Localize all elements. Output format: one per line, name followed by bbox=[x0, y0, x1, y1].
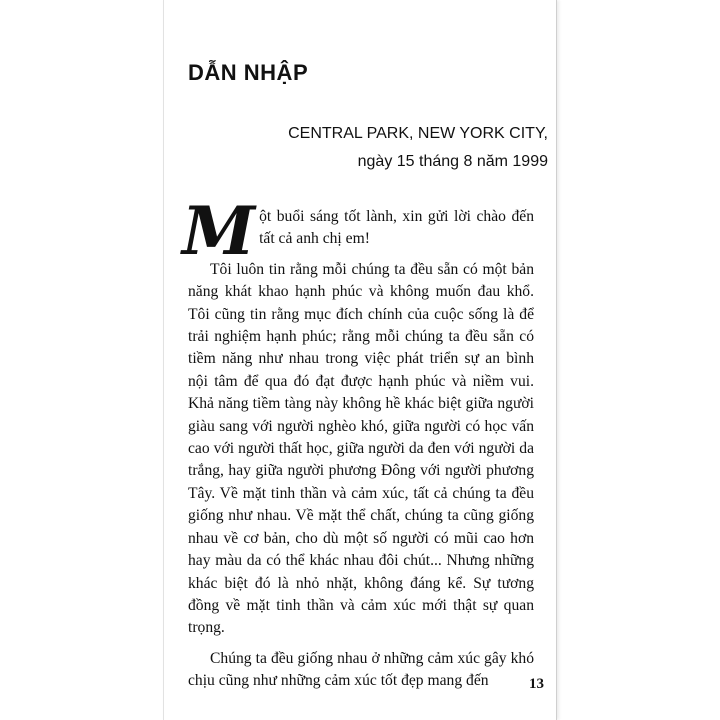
dateline-place: CENTRAL PARK, NEW YORK CITY, bbox=[288, 125, 548, 142]
book-page bbox=[163, 0, 557, 720]
opening-paragraph bbox=[182, 192, 534, 270]
body-text bbox=[182, 192, 534, 701]
paragraph: Tôi luôn tin rằng mỗi chúng ta đều sẵn có một bản năng khát khao hạnh phúc và không muốn đau khổ. Tôi cũng tin rằng mục đích chính của cuộc sống là để trải nghiệm hạnh phúc; rằng mỗi chúng ta đều sẵn có tiềm năng như nhau trong việc phát triển sự an bình nội tâm để qua đó đạt được hạnh phúc và niềm vui. Khả năng tiềm tàng này không hề khác biệt giữa người giàu sang với người nghèo khó, giữa người có học vấn cao với người thất học, giữa người da đen với người da trắng, hay giữa người phương Đông với người phương Tây. Về mặt tinh thần và cảm xúc, tất cả chúng ta đều giống như nhau. Về mặt thể chất, chúng ta cũng giống nhau về cơ bản, cho dù một số người có mũi cao hơn hay màu da có thể khác nhau đôi chút... Nhưng những khác biệt đó là nhỏ nhặt, không đáng kể. Sự tương đồng về mặt tinh thần và cảm xúc mới thật sự quan trọng. bbox=[188, 260, 534, 637]
page-number: 13 bbox=[529, 676, 544, 692]
dateline bbox=[288, 120, 548, 176]
opening-paragraph-text: ột buổi sáng tốt lành, xin gửi lời chào đến tất cả anh chị em! bbox=[259, 208, 534, 248]
chapter-title: DẪN NHẬP bbox=[188, 60, 309, 85]
dateline-date: ngày 15 tháng 8 năm 1999 bbox=[357, 153, 548, 170]
paragraph: Chúng ta đều giống nhau ở những cảm xúc gây khó chịu cũng như những cảm xúc tốt đẹp mang đến bbox=[188, 649, 534, 690]
drop-cap: M bbox=[182, 192, 256, 270]
